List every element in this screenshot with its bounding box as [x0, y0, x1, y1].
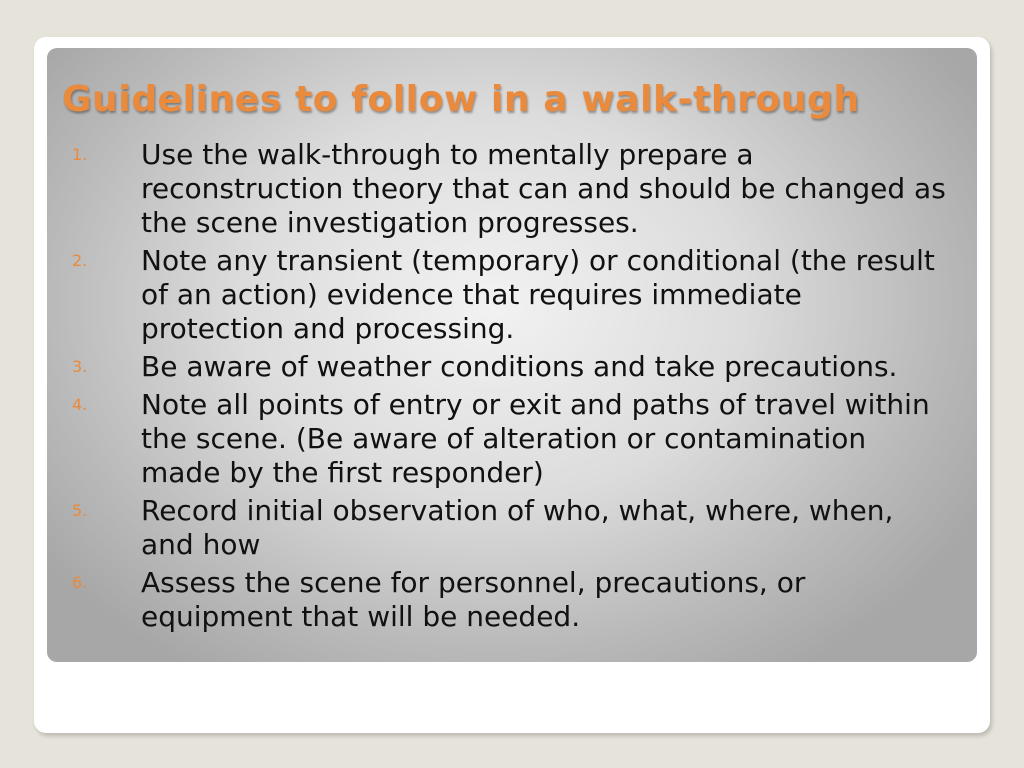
list-number: 5. — [72, 501, 88, 520]
list-item — [0, 566, 1024, 634]
list-item — [0, 138, 1024, 240]
list-number: 6. — [72, 573, 88, 592]
list-item-text: Note all points of entry or exit and paths of travel within the scene. (Be aware of alteration or contamination made by the first responder) — [141, 388, 930, 489]
list-number: 4. — [72, 395, 88, 414]
list-number: 3. — [72, 357, 88, 376]
list-item-text: Use the walk-through to mentally prepare a reconstruction theory that can and should be changed as the scene investigation progresses. — [141, 138, 946, 239]
list-item — [0, 494, 1024, 562]
list-number: 1. — [72, 145, 88, 164]
slide-title: Guidelines to follow in a walk-through — [62, 79, 860, 120]
list-item-text: Assess the scene for personnel, precautions, or equipment that will be needed. — [141, 566, 806, 633]
list-item-text: Record initial observation of who, what, where, when, and how — [141, 494, 894, 561]
list-item-text: Note any transient (temporary) or conditional (the result of an action) evidence that requires immediate protection and processing. — [141, 244, 935, 345]
guidelines-list — [0, 138, 1024, 638]
list-number: 2. — [72, 251, 88, 270]
list-item — [0, 350, 1024, 384]
list-item — [0, 244, 1024, 346]
list-item-text: Be aware of weather conditions and take precautions. — [141, 350, 898, 383]
list-item — [0, 388, 1024, 490]
